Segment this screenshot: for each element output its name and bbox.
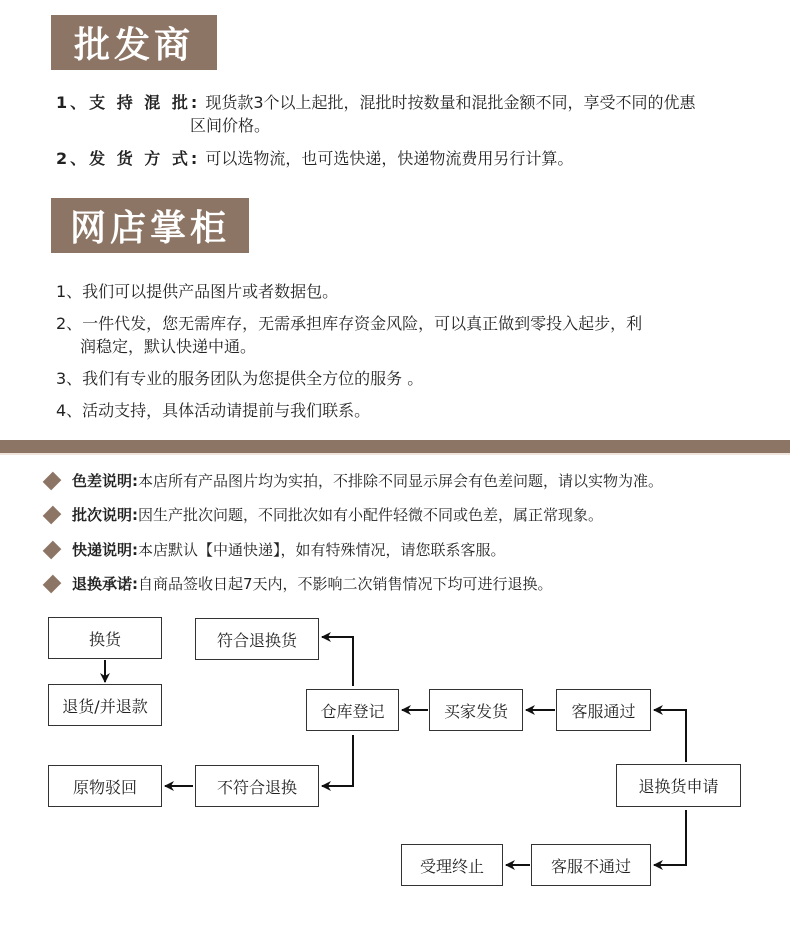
note-label: 退换承诺: — [72, 575, 138, 593]
note-text: 本店默认【中通快递】，如有特殊情况，请您联系客服。 — [138, 541, 506, 559]
flow-reject: 原物驳回 — [48, 765, 162, 807]
flow-buyer-ship: 买家发货 — [429, 689, 523, 731]
shop-item-2-cont: 润稳定，默认快递中通。 — [80, 337, 257, 356]
note-text: 本店所有产品图片均为实拍，不排除不同显示屏会有色差问题，请以实物为准。 — [138, 472, 664, 490]
arrow-apply-cspass — [654, 710, 686, 762]
flow-ineligible: 不符合退换 — [195, 765, 319, 807]
wholesale-title: 批发商 — [51, 15, 217, 70]
flow-cs-fail: 客服不通过 — [531, 844, 651, 886]
note-label: 色差说明: — [72, 472, 138, 490]
shop-item-4: 4、活动支持，具体活动请提前与我们联系。 — [56, 401, 371, 420]
shop-item-3: 3、我们有专业的服务团队为您提供全方位的服务 。 — [56, 369, 424, 388]
flow-refund: 退货/并退款 — [48, 684, 162, 726]
arrow-warehouse-ineligible — [322, 735, 353, 786]
flow-warehouse: 仓库登记 — [306, 689, 399, 731]
note-label: 批次说明: — [72, 506, 138, 524]
note-label: 快递说明: — [72, 541, 138, 559]
item-label: 2、发 货 方 式: — [56, 149, 201, 168]
note-text: 因生产批次问题，不同批次如有小配件轻微不同或色差，属正常现象。 — [138, 506, 604, 524]
wholesale-item-1-cont: 区间价格。 — [190, 116, 271, 135]
flow-eligible: 符合退换货 — [195, 618, 319, 660]
flow-exchange: 换货 — [48, 617, 162, 659]
flow-apply: 退换货申请 — [616, 764, 741, 807]
note-text: 自商品签收日起7天内，不影响二次销售情况下均可进行退换。 — [138, 575, 553, 593]
item-text: 可以选物流，也可选快递，快递物流费用另行计算。 — [205, 149, 574, 168]
shop-item-2: 2、一件代发，您无需库存，无需承担库存资金风险，可以真正做到零投入起步，利 — [56, 314, 643, 333]
shop-item-1: 1、我们可以提供产品图片或者数据包。 — [56, 282, 339, 301]
arrow-apply-csfail — [654, 810, 686, 865]
flow-cs-pass: 客服通过 — [556, 689, 651, 731]
flow-terminate: 受理终止 — [401, 844, 503, 886]
item-label: 1、支 持 混 批: — [56, 93, 201, 112]
item-text: 现货款3个以上起批，混批时按数量和混批金额不同，享受不同的优惠 — [205, 93, 696, 112]
shop-title: 网店掌柜 — [51, 198, 249, 253]
arrow-warehouse-eligible — [322, 637, 353, 686]
